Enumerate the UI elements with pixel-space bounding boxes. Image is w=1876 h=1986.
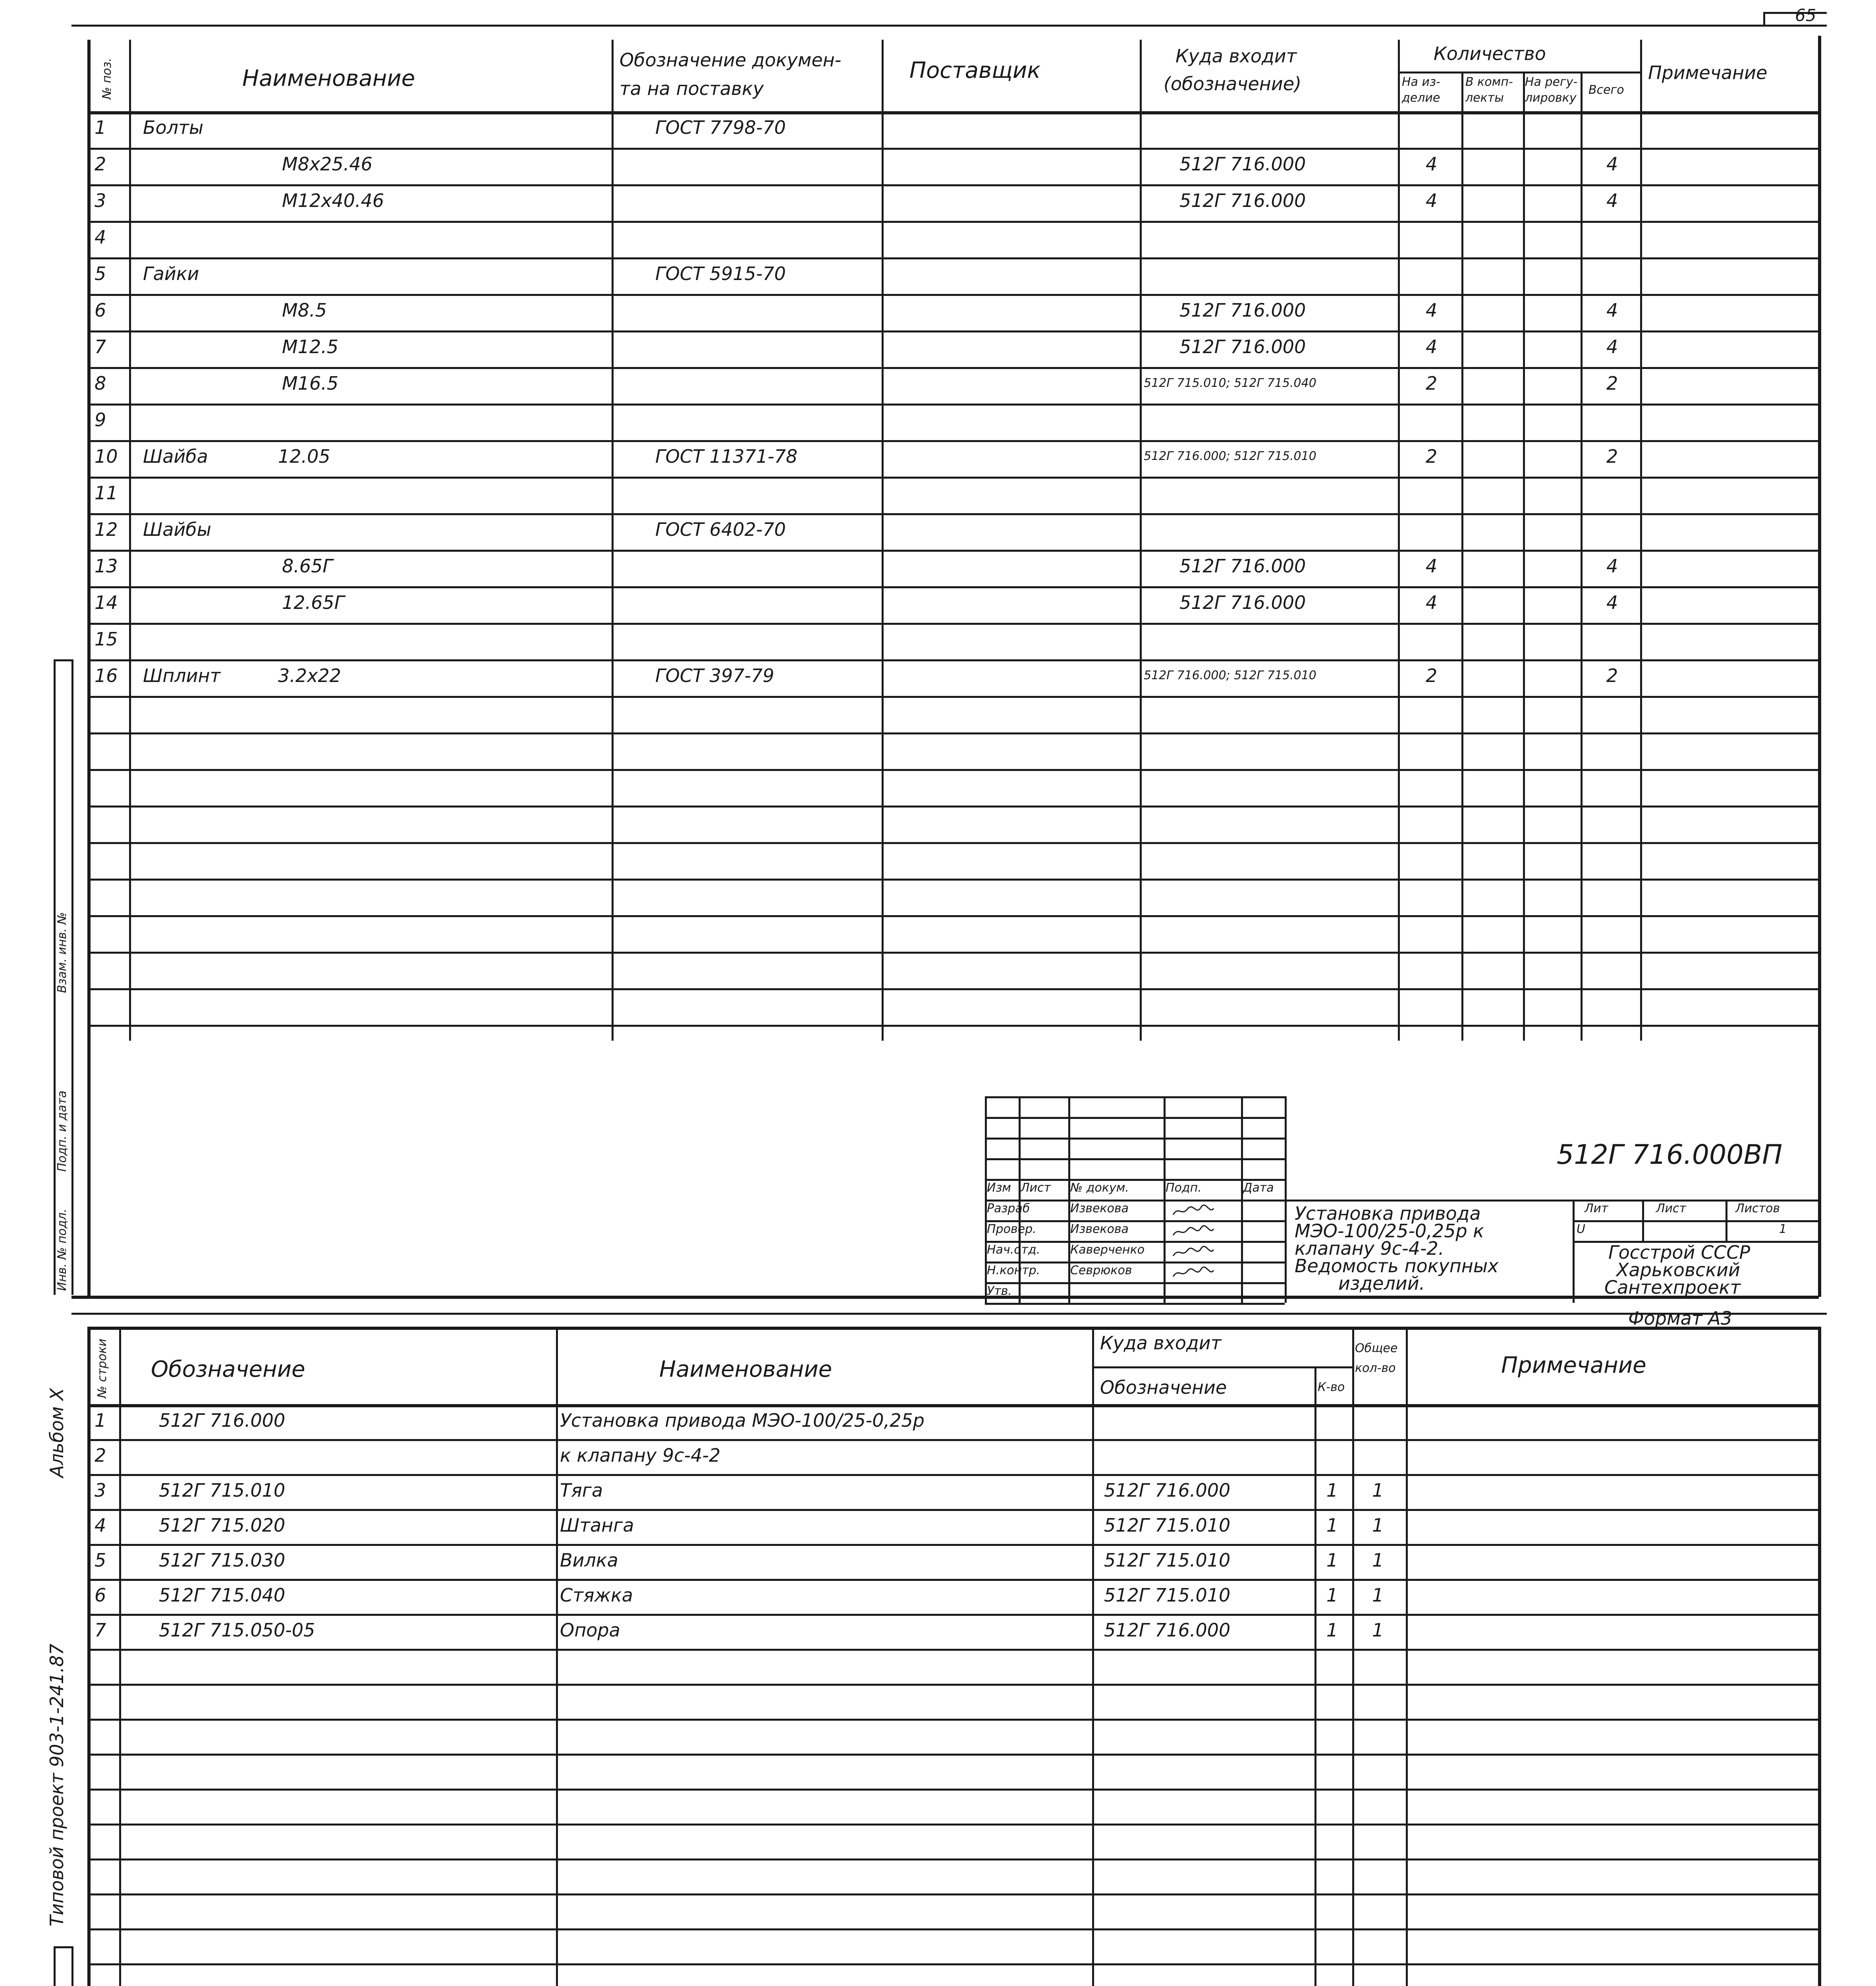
top-row-number: 12	[95, 519, 118, 540]
bottom-row-code: 512Г 715.050-05	[159, 1619, 315, 1641]
top-row-qty-total: 4	[1606, 153, 1618, 175]
top-row-line	[87, 842, 1818, 844]
bottom-col-line	[556, 1327, 558, 1986]
bottom-row-number: 4	[95, 1515, 106, 1536]
top-tb-org2: Харьковский	[1616, 1259, 1740, 1281]
page-number: 65	[1795, 6, 1816, 25]
top-tb-list: Лист	[1021, 1181, 1051, 1195]
top-signature	[1172, 1225, 1215, 1238]
margin-strip-line	[71, 659, 73, 1295]
top-col-line	[1398, 40, 1400, 1041]
bottom-header-name: Наименование	[659, 1356, 832, 1382]
margin-sign-date-top: Подп. и дата	[55, 1090, 69, 1172]
top-row-where: 512Г 716.000	[1179, 153, 1306, 175]
bottom-row-name: Опора	[560, 1619, 620, 1641]
top-row-line	[87, 915, 1818, 917]
top-signature	[1172, 1266, 1215, 1280]
top-row-doc: ГОСТ 11371-78	[655, 446, 798, 467]
top-row-name: Шплинт	[143, 665, 221, 686]
bottom-row-line	[87, 1789, 1818, 1791]
top-row-size: 12.05	[278, 446, 330, 467]
top-row-where: 512Г 716.000	[1179, 336, 1306, 357]
bottom-header-total-1: Общее	[1355, 1341, 1398, 1355]
top-row-doc: ГОСТ 7798-70	[655, 117, 786, 138]
top-tb-line	[1164, 1096, 1166, 1303]
top-header-where-1: Куда входит	[1175, 45, 1297, 67]
top-tb-line	[985, 1158, 1285, 1160]
top-row-number: 8	[95, 373, 106, 394]
top-row-number: 14	[95, 592, 118, 613]
top-tb-person: Извекова	[1070, 1202, 1129, 1215]
bottom-header-where-code: Обозначение	[1100, 1377, 1227, 1398]
top-row-line	[87, 330, 1818, 332]
top-header-rownum: № поз.	[100, 58, 114, 99]
top-row-qty-total: 2	[1606, 446, 1618, 467]
bottom-header-bottom	[87, 1404, 1818, 1407]
top-tb-sign: Подп.	[1166, 1181, 1202, 1195]
top-header-qty: Количество	[1434, 43, 1546, 64]
top-tb-person: Севрюков	[1070, 1263, 1132, 1277]
bottom-row-name: Тяга	[560, 1480, 603, 1501]
top-row-qty-total: 4	[1606, 190, 1618, 211]
top-row-line	[87, 404, 1818, 406]
top-row-line	[87, 513, 1818, 515]
top-row-line	[87, 367, 1818, 369]
top-row-line	[87, 879, 1818, 881]
margin-vzam-top: Взам. инв. №	[55, 912, 69, 993]
bottom-row-code: 512Г 715.020	[159, 1515, 286, 1536]
bottom-row-total: 1	[1372, 1480, 1384, 1501]
top-row-number: 5	[95, 263, 106, 284]
top-tb-title: клапану 9с-4-2.	[1295, 1238, 1444, 1259]
bottom-row-code: 512Г 715.010	[159, 1480, 286, 1501]
top-row-name: Шайбы	[143, 519, 211, 540]
top-row-number: 2	[95, 153, 106, 175]
top-header-doc-1: Обозначение докумен-	[620, 49, 841, 71]
margin-strip-line	[54, 659, 71, 661]
bottom-row-number: 3	[95, 1480, 106, 1501]
top-row-where: 512Г 716.000	[1179, 299, 1306, 321]
top-tb-line	[985, 1303, 1285, 1305]
bottom-row-name: Штанга	[560, 1515, 634, 1536]
top-tb-role: Нач.отд.	[987, 1243, 1040, 1257]
top-row-number: 3	[95, 190, 106, 211]
bottom-row-number: 7	[95, 1619, 106, 1641]
top-header-note: Примечание	[1648, 62, 1768, 83]
top-row-where: 512Г 716.000; 512Г 715.010	[1144, 668, 1316, 682]
top-row-number: 13	[95, 555, 118, 577]
top-tb-line	[1725, 1200, 1727, 1241]
top-tb-izm: Изм	[987, 1181, 1011, 1195]
top-qty-subheader-line	[1398, 71, 1640, 73]
top-row-qty-total: 4	[1606, 299, 1618, 321]
top-row-qty-item: 2	[1426, 446, 1438, 467]
bottom-row-total: 1	[1372, 1619, 1384, 1641]
bottom-col-line	[1352, 1327, 1354, 1986]
bottom-row-line	[87, 1858, 1818, 1860]
top-tb-doc: № докум.	[1070, 1181, 1129, 1195]
top-row-size: М12.5	[282, 336, 339, 357]
top-row-number: 4	[95, 226, 106, 248]
top-tb-code: 512Г 716.000ВП	[1557, 1139, 1783, 1171]
top-row-qty-item: 2	[1426, 665, 1438, 686]
top-row-line	[87, 184, 1818, 186]
top-tb-line	[985, 1138, 1285, 1140]
top-tb-list-label: Лист	[1656, 1202, 1687, 1215]
top-tb-org3: Сантехпроект	[1604, 1277, 1741, 1298]
top-col-line	[129, 40, 131, 1041]
top-col-line	[1581, 71, 1583, 1041]
top-row-doc: ГОСТ 397-79	[655, 665, 774, 686]
bottom-row-total: 1	[1372, 1549, 1384, 1571]
bottom-header-qty: К-во	[1318, 1380, 1345, 1394]
bottom-row-number: 1	[95, 1410, 106, 1431]
top-tb-listov: Листов	[1735, 1202, 1780, 1215]
top-row-number: 16	[95, 665, 118, 686]
top-tb-line	[985, 1117, 1285, 1119]
top-row-qty-total: 4	[1606, 592, 1618, 613]
top-tb-lit: Лит	[1585, 1202, 1608, 1215]
top-header-qty-item-1: На из-	[1402, 75, 1440, 89]
bottom-row-total: 1	[1372, 1515, 1384, 1536]
top-header-qty-kit-1: В комп-	[1465, 75, 1513, 89]
top-tb-date: Дата	[1243, 1181, 1274, 1195]
top-row-line	[87, 696, 1818, 698]
top-row-size: 8.65Г	[282, 555, 333, 577]
top-row-where: 512Г 716.000	[1179, 190, 1306, 211]
bottom-row-qty: 1	[1326, 1619, 1338, 1641]
top-tb-org1: Госстрой СССР	[1608, 1242, 1751, 1263]
top-header-supplier: Поставщик	[909, 58, 1041, 83]
bottom-row-number: 2	[95, 1445, 106, 1466]
top-row-number: 10	[95, 446, 118, 467]
top-row-qty-total: 2	[1606, 373, 1618, 394]
bottom-where-subheader-line	[1092, 1366, 1352, 1368]
bottom-row-name: Установка привода МЭО-100/25-0,25р	[560, 1410, 924, 1431]
top-row-line	[87, 586, 1818, 588]
top-signature	[1172, 1246, 1215, 1259]
top-row-line	[87, 659, 1818, 661]
top-row-qty-total: 2	[1606, 665, 1618, 686]
bottom-row-where: 512Г 715.010	[1104, 1515, 1231, 1536]
top-row-line	[87, 550, 1818, 552]
top-row-line	[87, 440, 1818, 442]
top-row-line	[87, 623, 1818, 625]
top-row-size: 3.2х22	[278, 665, 341, 686]
sheet-separator	[71, 1313, 1827, 1315]
top-tb-role: Н.контр.	[987, 1263, 1040, 1277]
top-header-qty-rem-2: лировку	[1525, 91, 1577, 105]
margin-album: Альбом Х	[46, 1388, 68, 1478]
bottom-col-line	[1314, 1366, 1316, 1986]
top-col-line	[1461, 71, 1463, 1041]
page-number-box-left	[1763, 12, 1765, 26]
top-header-doc-2: та на поставку	[620, 78, 764, 99]
top-tb-role: Утв.	[987, 1284, 1012, 1298]
bottom-row-line	[87, 1893, 1818, 1895]
top-border	[71, 25, 1827, 27]
top-row-line	[87, 1025, 1818, 1027]
top-row-line	[87, 221, 1818, 223]
top-col-line	[612, 40, 614, 1041]
top-row-where: 512Г 715.010; 512Г 715.040	[1144, 376, 1316, 390]
top-sheet-bottom-border	[71, 1296, 1819, 1299]
bottom-row-where: 512Г 716.000	[1104, 1480, 1231, 1501]
top-row-qty-item: 4	[1426, 336, 1438, 357]
top-tb-line	[1642, 1200, 1644, 1241]
bottom-row-line	[87, 1579, 1818, 1581]
bottom-row-name: Вилка	[560, 1549, 618, 1571]
top-row-number: 6	[95, 299, 106, 321]
margin-strip-line	[54, 1946, 56, 1986]
bottom-row-where: 512Г 715.010	[1104, 1584, 1231, 1606]
bottom-header-where: Куда входит	[1100, 1332, 1222, 1354]
bottom-row-line	[87, 1928, 1818, 1930]
top-row-where: 512Г 716.000	[1179, 592, 1306, 613]
bottom-row-line	[87, 1684, 1818, 1686]
bottom-row-where: 512Г 715.010	[1104, 1549, 1231, 1571]
top-tb-lit-val: U	[1577, 1222, 1585, 1236]
bottom-sheet-right-border	[1818, 1327, 1821, 1986]
top-row-line	[87, 769, 1818, 771]
top-row-qty-item: 4	[1426, 299, 1438, 321]
bottom-row-code: 512Г 715.030	[159, 1549, 286, 1571]
top-row-number: 11	[95, 482, 118, 504]
top-row-line	[87, 988, 1818, 990]
bottom-row-line	[87, 1824, 1818, 1826]
bottom-row-line	[87, 1544, 1818, 1546]
top-row-qty-item: 2	[1426, 373, 1438, 394]
bottom-row-name: к клапану 9с-4-2	[560, 1445, 721, 1466]
top-header-qty-rem-1: На регу-	[1525, 75, 1578, 89]
top-tb-listov-val: 1	[1779, 1222, 1787, 1236]
top-row-line	[87, 952, 1818, 954]
bottom-col-line	[1406, 1327, 1408, 1986]
bottom-col-line	[1092, 1327, 1094, 1986]
top-tb-title: Установка привода	[1295, 1203, 1481, 1224]
top-col-line	[1140, 40, 1142, 1041]
top-row-name: Гайки	[143, 263, 199, 284]
bottom-row-name: Стяжка	[560, 1584, 633, 1606]
bottom-row-qty: 1	[1326, 1584, 1338, 1606]
bottom-header-note: Примечание	[1501, 1352, 1646, 1378]
top-sheet-right-border	[1818, 36, 1821, 1297]
bottom-col-line	[119, 1327, 121, 1986]
bottom-sheet-left-border	[87, 1327, 91, 1986]
bottom-header-rownum: № строки	[95, 1339, 109, 1398]
top-row-line	[87, 294, 1818, 296]
top-header-qty-item-2: делие	[1402, 91, 1440, 105]
top-row-where: 512Г 716.000	[1179, 555, 1306, 577]
top-row-line	[87, 477, 1818, 479]
top-row-name: Болты	[143, 117, 204, 138]
top-row-line	[87, 806, 1818, 808]
top-col-line	[882, 40, 884, 1041]
top-tb-line	[1573, 1200, 1575, 1303]
top-row-size: М8х25.46	[282, 153, 372, 175]
bottom-row-line	[87, 1754, 1818, 1756]
top-row-number: 15	[95, 628, 118, 650]
top-tb-person: Извекова	[1070, 1222, 1129, 1236]
top-row-qty-item: 4	[1426, 592, 1438, 613]
top-row-number: 9	[95, 409, 106, 431]
top-row-size: 12.65Г	[282, 592, 345, 613]
top-row-name: Шайба	[143, 446, 208, 467]
margin-strip-line	[71, 1946, 73, 1986]
bottom-row-where: 512Г 716.000	[1104, 1619, 1231, 1641]
top-tb-role: Разраб	[987, 1202, 1030, 1215]
top-header-qty-kit-2: лекты	[1465, 91, 1504, 105]
top-row-size: М16.5	[282, 373, 339, 394]
top-tb-line	[1241, 1096, 1243, 1303]
bottom-row-line	[87, 1614, 1818, 1616]
margin-strip-line	[54, 1946, 71, 1948]
bottom-row-qty: 1	[1326, 1480, 1338, 1501]
top-header-bottom	[87, 111, 1818, 114]
top-header-qty-total: Всего	[1588, 83, 1624, 97]
bottom-row-line	[87, 1963, 1818, 1965]
bottom-row-code: 512Г 715.040	[159, 1584, 286, 1606]
top-row-qty-item: 4	[1426, 153, 1438, 175]
bottom-row-total: 1	[1372, 1584, 1384, 1606]
top-tb-title: изделий.	[1338, 1273, 1425, 1294]
top-row-qty-total: 4	[1606, 336, 1618, 357]
bottom-row-line	[87, 1474, 1818, 1476]
top-row-size: М12х40.46	[282, 190, 384, 211]
bottom-row-qty: 1	[1326, 1549, 1338, 1571]
top-tb-line	[985, 1282, 1285, 1284]
top-row-qty-item: 4	[1426, 190, 1438, 211]
bottom-row-line	[87, 1439, 1818, 1441]
top-header-name: Наименование	[242, 66, 415, 91]
top-tb-role: Провер.	[987, 1222, 1036, 1236]
top-header-where-2: (обозначение)	[1164, 73, 1302, 95]
top-row-size: М8.5	[282, 299, 327, 321]
top-row-line	[87, 148, 1818, 150]
bottom-row-number: 5	[95, 1549, 106, 1571]
bottom-sheet-top-border	[87, 1327, 1818, 1330]
top-tb-title: МЭО-100/25-0,25р к	[1295, 1220, 1484, 1242]
top-row-qty-item: 4	[1426, 555, 1438, 577]
bottom-row-number: 6	[95, 1584, 106, 1606]
top-row-number: 1	[95, 117, 106, 138]
top-row-doc: ГОСТ 5915-70	[655, 263, 786, 284]
top-tb-title: Ведомость покупных	[1295, 1255, 1499, 1277]
top-col-line	[1523, 71, 1525, 1041]
bottom-row-qty: 1	[1326, 1515, 1338, 1536]
bottom-header-total-2: кол-во	[1355, 1361, 1396, 1375]
top-row-where: 512Г 716.000; 512Г 715.010	[1144, 449, 1316, 463]
bottom-row-line	[87, 1719, 1818, 1721]
margin-project: Типовой проект 903-1-241.87	[46, 1643, 68, 1926]
bottom-row-line	[87, 1509, 1818, 1511]
top-col-line	[1640, 40, 1642, 1041]
bottom-header-code: Обозначение	[151, 1356, 305, 1382]
top-row-number: 7	[95, 336, 106, 357]
top-row-doc: ГОСТ 6402-70	[655, 519, 786, 540]
top-row-line	[87, 732, 1818, 734]
top-tb-format: Формат А3	[1628, 1308, 1732, 1329]
top-signature	[1172, 1204, 1215, 1218]
bottom-row-line	[87, 1649, 1818, 1651]
top-tb-line	[985, 1096, 1285, 1098]
top-tb-line	[985, 1200, 1285, 1202]
top-row-line	[87, 257, 1818, 259]
top-sheet-left-border	[87, 40, 91, 1297]
bottom-row-code: 512Г 716.000	[159, 1410, 286, 1431]
margin-inv-top: Инв. № подл.	[55, 1209, 69, 1291]
top-tb-person: Каверченко	[1070, 1243, 1145, 1257]
top-row-qty-total: 4	[1606, 555, 1618, 577]
